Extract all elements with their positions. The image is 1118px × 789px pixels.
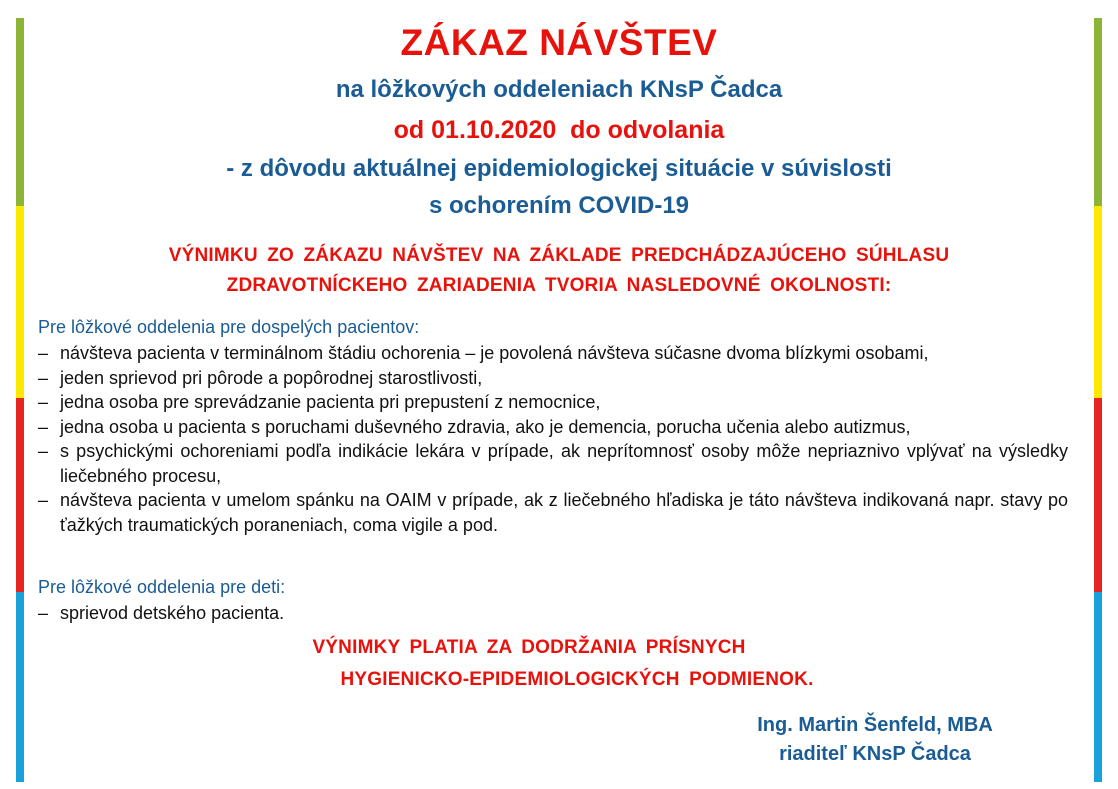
exceptions-heading-line-1: VÝNIMKU ZO ZÁKAZU NÁVŠTEV NA ZÁKLADE PREDCHÁDZAJÚCEHO SÚHLASU: [168, 245, 950, 266]
left-bar-yellow: [16, 206, 24, 398]
subtitle-dates: od 01.10.2020 do odvolania: [393, 116, 725, 144]
right-bar-red: [1094, 398, 1102, 592]
list-item: [38, 390, 1068, 415]
dash-marker: –: [38, 490, 49, 510]
signature-role: riaditeľ KNsP Čadca: [779, 743, 971, 765]
list-item: [38, 341, 1068, 366]
right-bar-yellow: [1094, 206, 1102, 398]
list-item-text: s psychickými ochoreniami podľa indikácie lekára v prípade, ak neprítomnosť osoby môže nepriaznivo vplývať na výsledky liečebného procesu,: [60, 441, 1068, 486]
reason-line-2: s ochorením COVID-19: [428, 192, 690, 219]
list-item: [38, 415, 1068, 440]
list-item: [38, 366, 1068, 391]
dash-marker: –: [38, 603, 49, 623]
subtitle-location: na lôžkových oddeleniach KNsP Čadca: [335, 76, 783, 103]
list-item: [38, 439, 1068, 488]
child-section-heading: Pre lôžkové oddelenia pre deti:: [38, 577, 286, 597]
child-exception-list: [38, 601, 1068, 626]
list-item: [38, 601, 1068, 626]
list-item: [38, 488, 1068, 537]
reason-line-1: - z dôvodu aktuálnej epidemiologickej situácie v súvislosti: [226, 155, 892, 182]
list-item-text: návšteva pacienta v terminálnom štádiu ochorenia – je povolená návšteva súčasne dvoma blízkymi osobami,: [60, 343, 929, 363]
dash-marker: –: [38, 343, 49, 363]
signature-name: Ing. Martin Šenfeld, MBA: [757, 714, 993, 736]
page-title: ZÁKAZ NÁVŠTEV: [400, 22, 718, 63]
adult-exception-list: [38, 341, 1068, 537]
left-bar-red: [16, 398, 24, 592]
list-item-text: jedna osoba u pacienta s poruchami duševného zdravia, ako je demencia, porucha učenia alebo autizmus,: [60, 416, 911, 437]
final-note-line-1: VÝNIMKY PLATIA ZA DODRŽANIA PRÍSNYCH: [312, 637, 746, 658]
dash-marker: –: [38, 392, 49, 412]
adult-section-heading: Pre lôžkové oddelenia pre dospelých pacientov:: [38, 317, 420, 337]
list-item-text: jedna osoba pre sprevádzanie pacienta pri prepustení z nemocnice,: [60, 392, 601, 412]
exceptions-heading-line-2: ZDRAVOTNÍCKEHO ZARIADENIA TVORIA NASLEDOVNÉ OKOLNOSTI:: [226, 275, 892, 296]
dash-marker: –: [38, 367, 49, 388]
list-item-text: sprievod detského pacienta.: [60, 603, 285, 623]
final-note-line-2: HYGIENICKO-EPIDEMIOLOGICKÝCH PODMIENOK.: [340, 669, 814, 690]
dash-marker: –: [38, 416, 49, 437]
list-item-text: návšteva pacienta v umelom spánku na OAIM v prípade, ak z liečebného hľadiska je táto návšteva indikovaná napr. stavy po ťažkých traumatických poraneniach, coma vigile a pod.: [60, 490, 1068, 535]
list-item-text: jeden sprievod pri pôrode a popôrodnej starostlivosti,: [60, 367, 483, 388]
dash-marker: –: [38, 441, 49, 461]
